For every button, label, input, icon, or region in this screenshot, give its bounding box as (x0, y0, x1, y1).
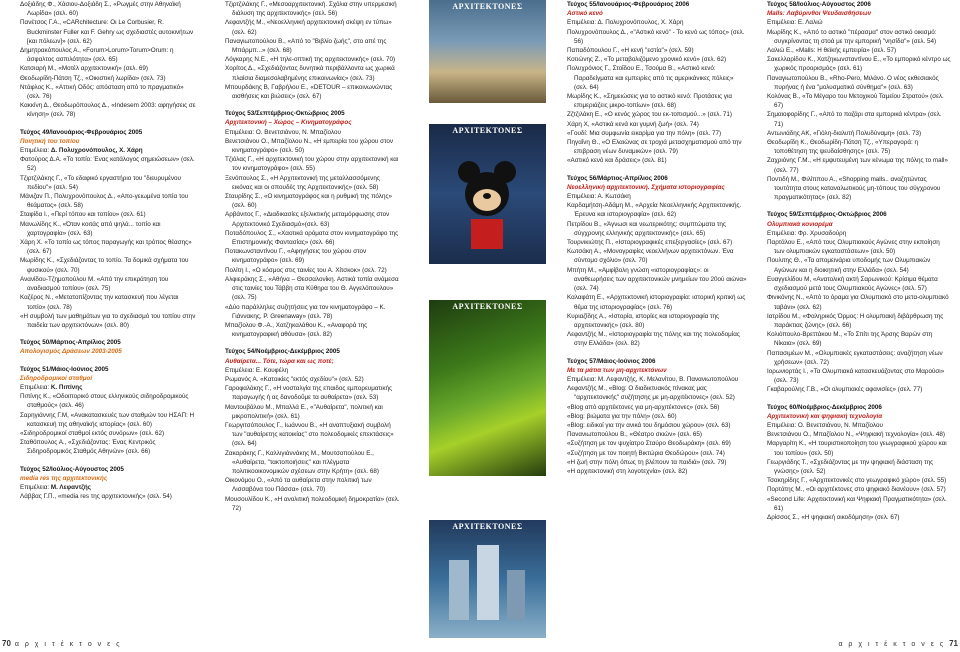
article-list (20, 492, 197, 501)
issue-heading: Τεύχος 57/Μάιος-Ιούνιος 2006 (567, 357, 656, 365)
article-entry: Πολυχρονόπουλος Δ., «"Αστικό κενό" - Το κενό ως τόπος» (σελ. 56) (567, 28, 745, 45)
article-entry: Μαντουβάλου Μ., Μπαλλά Ε., «"Αυθαίρετα", πολιτική και μικροπολιτική» (σελ. 61) (225, 403, 383, 420)
cover-masthead: ΑΡΧΙΤΕΚΤΟΝΕΣ (452, 522, 523, 531)
article-entry: Δρίσσος Σ., «Η ψηφιακή οικοδόμηση» (σελ. 67) (767, 513, 900, 521)
article-entry: «Συζήτηση με τον ψυχίατρο Σταύρο Θεοδωράκη» (σελ. 69) (567, 440, 731, 448)
article-entry: Καλαφάτη Ε., «Αρχιτεκτονική ιστοριογραφία: ιστορική κριτική ως θέμα της ιστοριογραφίας» (σελ. 76) (567, 294, 746, 311)
article-entry: «Blog: ειδικοί για την ανικά του δημόσιου χώρου» (σελ. 63) (567, 421, 731, 429)
article-entry: Κοτιώνης Ζ., «Το μεταβολιζόμενο χρονικό κενό» (σελ. 62) (567, 56, 727, 64)
article-entry: Θεοδωρίδη-Πάτση Τζ., «Οικιστική λωρίδα» (σελ. 73) (20, 74, 166, 82)
article-list (767, 28, 952, 203)
article-entry: Πηγαΐνη Θ., «Ο Ελαιώνας σε τροχιά μετασχηματισμού από την επιβραση νέων δυναμικών» (σελ. 79) (567, 139, 742, 156)
article-list (567, 384, 747, 476)
issue-heading: Τεύχος 58/Ιούλιος-Αύγουστος 2006 (767, 1, 871, 8)
issue-theme: Malls: Λαβύρινθοι Ψευδαισθήσεων (767, 10, 872, 18)
article-entry: «Blog από αρχιτέκτονες για μη-αρχιτέκτονες» (σελ. 56) (567, 403, 720, 411)
article-entry: Λόγκαρης Ν.Ε., «Η τηλε-οπτική της αρχιτεκτονικής» (σελ. 70) (225, 56, 396, 64)
article-entry: Ζζτζιλάκη Ε., «Ο κενός χώρος του εκ-τοπισμού...» (σελ. 71) (567, 111, 733, 119)
article-list (20, 0, 197, 120)
article-entry: Ρωμανός Α. «Κατοικίες "εκτός σχεδίου"» (σελ. 52) (225, 375, 364, 383)
article-entry: «Η συμβολή των μαθημάτων για το σχεδιασμό του τοπίου στην παιδεία των αρχιτεκτόνων» (σελ. 80) (20, 312, 196, 329)
article-entry: Γεωργιτσόπουλος Γ., Ιωάννου Β., «Η αναπτυξιακή συμβολή των "αυθαίρετης κατοικίας" στο πολεοδομικές επεκτάσεις» (σελ. 64) (225, 421, 394, 448)
article-entry: Γεωργιάδης Τ., «Σχεδιάζοντας με την ψηφιακή διάσταση της γνώσης» (σελ. 52) (767, 458, 934, 475)
article-list (225, 0, 400, 101)
article-entry: Παναγιωτοπούλου Β., «Rho-Pero, Μιλάνο. Ο νέος εκθεσιακός πυρήνας ή ένα "μολυσματικό σύνθημα"» (σελ. 63) (767, 74, 939, 91)
article-entry: Γαροφαλάκης Γ., «Η νοσταλγία της επαιδος εμπορευματικής παραγωγής ή ας δανοδοΰμε τα αυθαίρετα» (σελ. 53) (225, 385, 393, 402)
article-entry: Μωρίδης Κ., «Από το αστικό "πέρασμα" στον αστικό οικισμό: συγκρίνοντας τη στοά με την εμπορική "νησίδα"» (σελ. 54) (767, 28, 937, 45)
article-entry: Ντάφλος Κ., «Αττική Οδός: απόσταση από το πραγματικό» (σελ. 76) (20, 83, 184, 101)
article-entry: Σταθόπουλος Α., «Σχεδιάζοντας: Ένας Κεντρικός Σιδηροδρομικός Σταθμός Αθηνών» (σελ. 66) (20, 439, 156, 456)
article-entry: Λάββας Γ.Π., «media res της αρχιτεκτονικής» (σελ. 54) (20, 493, 172, 501)
article-entry: Λεφαντζής Μ., «Blog: Ο διαδικτυακός πίνακας μας "αρχιτεκτονικής" συζήτησης με μη-αρχιτέκτονες» (σελ. 52) (567, 385, 735, 402)
article-entry: «Δύο παράλληλες συζητήσεις για τον κινηματογράφο – Κ. Γιάννακης, P. Greenaway» (σελ. 78) (225, 303, 386, 320)
article-entry: Κυριαζίδης Α., «Ιστορία, ιστορίες και ιστοριογραφία της αρχιτεκτονικής» (σελ. 80) (567, 312, 720, 329)
article-entry: «Σιδηροδρομικοί σταθμοί εκτός συνόρων» (σελ. 62) (20, 429, 165, 437)
article-entry: Μανωλίδης Κ., «Όταν κοιτάς από ψηλά... τοπίο και χαρτογραφία» (σελ. 63) (20, 220, 161, 237)
issue-theme: Αυθαίρετα... Τότε, τώρα και ως ποτέ; (225, 357, 334, 365)
issue-editor: Επιμέλεια: Μ. Λεφαντζής (20, 483, 91, 491)
issue-heading: Τεύχος 54/Νοέμβριος-Δεκέμβριος 2005 (225, 348, 340, 356)
article-entry: «Second Life: Αρχιτεκτονική και Ψηφιακή Πραγματικότητα» (σελ. 61) (767, 495, 947, 512)
article-entry: Ιατρίδου Μ., «Φαληρικός Όρμος: Η ολυμπιακή διβάρθρωση της παράκτιας ζώνης» (σελ. 66) (767, 312, 944, 329)
article-entry: Ξενόπουλος Σ., «Η Αρχιτεκτονική της μεταλλασσόμενης εικόνας και οι σπουδές της Αρχιτεκτονικής» (σελ. 58) (225, 174, 380, 191)
article-list (225, 375, 400, 513)
article-entry: Παπασιμέων Μ., «Ολυμπιακές εγκαταστάσεις: αναζήτηση νέων χρήσεων» (σελ. 72) (767, 349, 943, 366)
issue-heading: Τεύχος 56/Μάρτιος-Απρίλιος 2006 (567, 174, 668, 182)
article-entry: Σταυρίδης Σ., «Ο κινηματογράφος και η ρυθμική της πόλης» (σελ. 60) (225, 193, 392, 210)
article-entry: Πολίτη Ι., «Ο κόσμος στις ταινίες του Α. Χίτσκοκ» (σελ. 72) (225, 266, 387, 274)
issue-theme: media res της αρχιτεκτονικής (20, 474, 108, 482)
article-entry: Σαρηγιάννης Γ.Μ, «Ανακατασκευές των σταθμών του ΗΣΑΠ: Η κατασκευή της αθηναϊκής ιστορίας» (σελ. 60) (20, 411, 195, 428)
page-number: 71 (949, 638, 958, 648)
article-entry: Μπαζίολου Φ.-Α., Χατζηκαλάθου Κ., «Αναφορά της κινηματογραφική αθόυσα» (σελ. 82) (225, 321, 368, 339)
article-entry: Λεφαντζής Μ., «Ιστοριογραφία της πόλης και της πολεοδομίας στην Ελλάδα» (σελ. 82) (567, 331, 740, 348)
article-entry: Δοξιάδης Φ., Χάσιου-Δοξιάδη Σ., «Ρωγμές στην Αθηναϊκή Λωρίδα» (σελ. 60) (20, 1, 181, 18)
article-entry: Τζιρτζιλάκης Γ., «Το εδαφικό εργαστήριο του "διευρυμένου πεδίου"» (σελ. 54) (20, 174, 182, 191)
issue-heading: Τεύχος 60/Νοέμβριος-Δεκέμβριος 2006 (767, 403, 882, 411)
article-entry: Χάρη Χ, «Αστικά κενά και γυμνή ζωή» (σελ. 74) (567, 120, 699, 128)
article-list (567, 201, 747, 348)
magazine-name: α ρ χ ι τ έ κ τ ο ν ε ς (14, 640, 122, 648)
issue-heading: Τεύχος 53/Σεπτέμβριος-Οκτώβριος 2005 (225, 110, 345, 118)
article-entry: Καζέρος Ν., «Μετατοπίζοντας την κατασκευή που λέγεται τοπίο» (σελ. 78) (20, 294, 179, 311)
issue-theme: Απολογισμός Δράσεων 2003-2005 (20, 348, 122, 356)
article-entry: Κακκίνη Δ., Θεοδωρόπουλος Δ., «Indesem 2003: αφηγήσεις σε κίνηση» (σελ. 78) (20, 102, 196, 119)
article-entry: Ευαγγελίδου Μ, «Ανατολική ακτή Σαρωνικού: Κρίσιμα θέματα σχεδιασμού μετά τους Ολυμπιακούς Αγώνες» (σελ. 57) (767, 275, 938, 293)
issue-theme: Αρχιτεκτονική και ψηφιακή τεχνολογία (767, 412, 883, 420)
article-entry: Ποντιδή Μ., Φιλίππου Α., «Shopping malls.. αναζητώντας τουτότητα στους καταναλωτικούς μη-τόπους του σύγχρονου πραγματικότητας» (σελ. 82) (767, 175, 941, 202)
article-entry: Πετρίδου Β., «Άγνωσι και νεωτερικότης: συμπτώματα της σύγχρονης ελληνικής αρχιτεκτονικής» (σελ. 65) (567, 220, 726, 237)
article-entry: Δημητρακόπουλος Α., «Forum>Lorum>Torum>Orum: η άσφαλτος ασπιλότητα» (σελ. 65) (20, 47, 174, 64)
article-entry: Πολυχρόνιος Γ., Στοΐδου Ε., Τσούμα Β., «Αστικό κενό: Παραδείγματα και εμπειρίες από τις αμερικάνικες πόλεις» (σελ. 64) (567, 65, 734, 91)
article-entry: Πανανιωτοπούλου Β., «Θέατρο σκιών» (σελ. 65) (567, 431, 703, 439)
article-entry: «Η αρχιτεκτονική στη λογοτεχνία» (σελ. 82) (567, 467, 688, 475)
article-entry: Παρτάλου Ε., «Από τους Ολυμπιακούς Αγώνες στην εκποίηση των ολυμπιακών εγκαταστάσεων» (σελ. 50) (767, 239, 940, 256)
article-entry: Ζαχριόνης Γ.Μ., «Η εμφυτευμένη των κένωμα της πόλης το mall» (σελ. 77) (767, 157, 948, 174)
article-entry: Φινικόνης Ν., «Από το όραμα για Ολυμπιακό στο μετα-ολυμπιακό ταβάνι» (σελ. 62) (767, 294, 949, 311)
issue-editor: Επιμέλεια: Μ. Λεφαντζής, Κ. Μελανίτου, Β. Πανανιωτοπούλου (567, 375, 739, 383)
issue-theme: Αρχιτεκτονική – Χώρος – Κινηματογράφος (225, 119, 352, 127)
article-entry: Μπουρδάκης Β, Γαβρήλου Ε., «DETOUR – επικοινωνώντας αισθήσεις και βιώσεις» (σελ. 67) (225, 83, 393, 101)
issue-editor: Επιμέλεια: Δ. Πολυχρονόπουλος, Χ. Χάρη (20, 147, 143, 155)
issue-editor: Επιμέλεια: Α. Κωτσάκη (567, 193, 631, 201)
article-entry: Μωρίδης Κ., «Σημειώσεις για το αστικό κενό: Προτάσεις για επιμεριάζεις μικρο-τοπίων» (σελ. 68) (567, 93, 732, 110)
article-list (20, 155, 197, 330)
article-entry: Χορίτος Δ., «Σχεδιάζοντας δυνητικά περιβάλλοντα ως χωρικά πλαίσια διαμεσολαβημένης επικοινωνίας» (σελ. 73) (225, 65, 395, 82)
cover-masthead: ΑΡΧΙΤΕΚΤΟΝΕΣ (452, 2, 523, 11)
article-entry: Σημαιοφορίδης Γ., «Από το παζάρι στα εμπορικά κέντρα» (σελ. 71) (767, 111, 942, 128)
issue-editor: Επιμέλεια: Ε. Κουφέλη (225, 366, 289, 374)
issue-theme: Αστικό κενό (567, 10, 603, 18)
magazine-cover-image (429, 520, 546, 638)
article-list (767, 430, 952, 522)
article-entry: Μάνιζαν Π., Πολυχρονόπουλος Δ., «Απο-γειωμένα τοπία του θεάματος» (σελ. 58) (20, 193, 189, 210)
issue-editor: Επιμέλεια: Κ. Πιπίνης (20, 383, 83, 391)
issue-editor: Επιμέλεια: Δ. Πολυχρονόπουλος, Χ. Χάρη (567, 19, 684, 27)
cover-masthead: ΑΡΧΙΤΕΚΤΟΝΕΣ (452, 302, 523, 311)
article-entry: Μαργαρίτη Κ., «Η τουριστικοποίηση του γεωγραφικού χώρου και του τοπίου» (σελ. 50) (767, 440, 947, 457)
article-entry: Αρβάνιτος Γ., «Διαδικασίες εξελικτικής μεταμόρφωσης στον Αρχιτεκτονικό Σχεδιασμό»(σελ. 63) (225, 211, 390, 228)
article-entry: Βενετσιάνου Ο., Μπαζίολου Ν., «Η εμπειρία του χώρου στον κινηματογράφο» (σελ. 50) (225, 137, 394, 155)
article-entry: Γκαβαρούλης Γ.Β., «Οι ολυμπιακές αφανισίες» (σελ. 77) (767, 386, 923, 394)
article-entry: Πουλιτης Θ., «Τα απομεινάρια υποδομής των Ολυμπιακών Αγώνων και η διοικητική στην Ελλάδα» (σελ. 54) (767, 257, 931, 274)
issue-editor: Επιμέλεια: Φρ. Χρυσαδούρη (767, 229, 847, 237)
article-entry: Ανανίδου-Τζημοπούλου Μ. «Από την επικράτηση του αναδιασμού τοπίου» (σελ. 75) (20, 275, 169, 293)
toc-column-2 (225, 0, 400, 513)
toc-column-4 (767, 0, 952, 522)
article-entry: Τουρνικιώτης Π., «Ιστοριογραφικές επεξεργασίες» (σελ. 67) (567, 239, 733, 247)
issue-heading: Τεύχος 49/Ιανουάριος-Φεβρουάριος 2005 (20, 128, 143, 136)
article-entry: Παναγιωτοπούλου Β., «Από το "Βιβλίο ζωής", στο απέ της Μπάρμπ...» (σελ. 68) (225, 37, 387, 55)
article-entry: Μπήτη Μ., «Αμφίβολη γνώση «ιστοριογραφίας»: οι αναθεωρήσεις των αρχιτεκτονικών μνημείων του 20ού αιώνα» (σελ. 74) (567, 266, 747, 293)
magazine-cover-image (429, 300, 546, 476)
article-entry: Ζακαράκης Γ., Καλλιγιάννάκης Μ., Μουτσοπούλου Ε., «Αυθαίρετα, "τακτοποιήσεις" και πλέγματα πολιτικοοικονομικών σχέσεων στην Κρήτη» (σελ. 68) (225, 449, 380, 475)
article-entry: Τζιρτζιλάκης Γ., «Μεσοαρχιτεκτονική. Σχόλια στην υπερμεσική διάλυση της αρχιτεκτονικής» (σελ. 56) (225, 1, 397, 18)
issue-heading: Τεύχος 51/Μάιος-Ιούνιος 2005 (20, 365, 109, 373)
article-entry: Αλφιεράκης Σ., «Αθήνα – Θεσσαλονίκη. Αστικά τοπία ανάμεσα στις ταινίες του Τάββη στα Κύθηρα του Θ. Αγγελόπουλου» (σελ. 75) (225, 275, 399, 302)
page-footer-left (2, 639, 122, 649)
toc-column-3 (567, 0, 747, 476)
issue-theme: Με τα μάτια των μη-αρχιτεκτόνων (567, 366, 667, 374)
issue-theme: Ποιητική του τοπίου (20, 137, 80, 145)
cover-artwork (429, 124, 546, 264)
issue-heading: Τεύχος 59/Σεπτέμβριος-Οκτώβριος 2006 (767, 211, 887, 219)
article-entry: Πιπίνης Κ., «Οδοιπορικό στους ελληνικούς σιδηροδρομικούς σταθμούς» (σελ. 46) (20, 393, 189, 410)
article-entry: «Γουδί: Μια συμφωνία εικαρίμα για την πόλη» (σελ. 77) (567, 129, 722, 137)
page-footer-right (838, 639, 958, 649)
article-entry: Κατσιαρή Μ., «Μοτέλ αρχιτεκτονική» (σελ. 69) (20, 65, 149, 73)
article-entry: «Blog: βιώματα για την πόλη» (σελ. 60) (567, 412, 677, 420)
article-entry: Κολιόπουλο-Βρεττάκου Μ., «Το Σπίτι της Άρσης Βαρών στη Νίκαια» (σελ. 69) (767, 331, 933, 348)
article-entry: «Αστικό κενό και δράσεις» (σελ. 81) (567, 157, 667, 165)
article-list (767, 238, 952, 394)
article-entry: Σταφίδα Ι., «Περί τόπου και τοπίου» (σελ. 61) (20, 211, 146, 219)
article-entry: Ιορωνιορτάς Ι., «Τα Ολυμπιακά κατασκευάζοντας στο Μαρούσι» (σελ. 73) (767, 367, 945, 385)
article-entry: Τζιόλας Γ., «Η αρχιτεκτονική του χώρου στην αρχιτεκτονική και τον κινηματογράφο» (σελ. 55) (225, 156, 399, 173)
article-entry: Σακελλαρίδου Κ., Χατζηκωνσταντίνου Ε., «Το εμπορικό κέντρο ως χωρικός προορισμός» (σελ. 61) (767, 56, 951, 73)
article-entry: Θεοδωρίδη Κ., Θεοδωρίδη-Πάτση Τζ., «Υπεραγορά: η τοποθέτηση της ψευδαίσθησης» (σελ. 75) (767, 139, 918, 156)
issue-editor: Επιμέλεια: Ο. Βενετσιάνου, Ν. Μπαζίολου (767, 421, 883, 429)
issue-heading: Τεύχος 50/Μάρτιος-Απρίλιος 2005 (20, 339, 121, 347)
article-entry: Λαλιώ Ε., «Malls: Η θεϊκής εμπειρία» (σελ. 57) (767, 47, 897, 55)
cover-masthead: ΑΡΧΙΤΕΚΤΟΝΕΣ (452, 126, 523, 135)
article-entry: Ποταδόπουλος Σ., «Χαοτικά ορόματα στον κινηματογράφο της Επιστημονικής Φαντασίας» (σελ. 66) (225, 229, 399, 247)
issue-editor: Επιμέλεια: Ε. Λαλιώ (767, 19, 823, 27)
article-list (567, 28, 747, 166)
article-entry: Τσακηρίδης Γ., «Αρχιτεκτονικές στο γεωγραφικό χώρο» (σελ. 55) (767, 477, 947, 485)
article-entry: Ποτακωνσταντίνου Γ., «Αφηγήσεις του χώρου στον κινηματογράφο» (σελ. 69) (225, 248, 367, 265)
article-entry: Φατούρος Δ.Α. «Το τοπίο: Ένας κατάλογος σημειώσεων» (σελ. 52) (20, 156, 195, 173)
article-entry: Οικονόμου Ο., «Από τα αυθαίρετα στην πολιτική των Λισσαβόνα του Πάσσα» (σελ. 70) (225, 477, 372, 494)
toc-column-1 (20, 0, 197, 501)
issue-theme: Νεοελληνική αρχιτεκτονική. Σχήματα ιστοριογραφίας (567, 183, 725, 191)
article-entry: Πορτάτης Μ., «Οι αρχιτέκτονες στο ψηφιακό διανέουν» (σελ. 57) (767, 486, 946, 494)
issue-heading: Τεύχος 52/Ιούλιος-Αύγουστος 2005 (20, 465, 124, 473)
article-entry: Λεφαντζής Μ., «Νεοελληνική αρχιτεκτονική σκέψη εν τύπω» (σελ. 62) (225, 19, 392, 36)
article-entry: Μουσουλίδου Κ., «Η ανολιτική πολεοδομική δημοκρατία» (σελ. 72) (225, 495, 400, 512)
article-entry: Πανέτσος Γ.Α., «CARchitecture: Οι Le Corbusier, R. Buckminster Fuller και F. Gehry ως σχεδιαστές αυτοκινήτων [και πόλεων]» (σελ. 62) (20, 19, 194, 45)
article-entry: Μωρίδης Κ., «Σχεδιάζοντας το τοπίο. Τα δομικά σχήματα του φυσικού» (σελ. 70) (20, 257, 189, 274)
article-entry: Κωτσάκη Α., «Μονογραφίες νεοελλήνων αρχιτεκτόνων. Ένα σύντομο σχόλιο» (σελ. 70) (567, 248, 734, 265)
article-entry: Αντωνιάδης ΑΚ, «Γιόλη-διαλυτή Πολυδύναμη» (σελ. 73) (767, 129, 922, 137)
page-number: 70 (2, 638, 11, 648)
article-entry: Βενετσιάνου Ο., Μπαζίολου Ν., «Ψηφιακή τεχνολογία» (σελ. 48) (767, 431, 945, 439)
article-entry: Χάρη Χ. «Το τοπίο ως τόπος παραγωγής και τρόπος θέασης» (σελ. 67) (20, 239, 192, 256)
article-entry: Κολόνας Β., «Το Μέγαρο του Μετοχικού Ταμείου Στρατού» (σελ. 67) (767, 93, 944, 110)
article-entry: «Η ζωή στην πόλη όπως τη βλέπουν τα παιδιά» (σελ. 79) (567, 458, 727, 466)
article-list (225, 137, 400, 339)
magazine-name: α ρ χ ι τ έ κ τ ο ν ε ς (838, 640, 946, 648)
cover-artwork (429, 520, 546, 638)
magazine-cover-image (429, 124, 546, 264)
article-entry: Καρδαμήτση-Αδάμη Μ., «Αρχεία Νεοελληνικής Αρχιτεκτονικής. Έρευνα και ιστοριογραφία» (σελ. 62) (567, 202, 742, 219)
article-entry: Παπαδόπουλου Γ., «Η κενή "εστία"» (σελ. 59) (567, 47, 694, 55)
article-list (20, 392, 197, 456)
issue-theme: Σιδηροδρομικοί σταθμοί (20, 374, 93, 382)
magazine-cover-image (429, 0, 546, 103)
issue-heading: Τεύχος 55/Ιανουάριος-Φεβρουάριος 2006 (567, 1, 690, 8)
article-entry: «Συζήτηση με τον ποιητή Βικτώρια Θεοδώρου» (σελ. 74) (567, 449, 725, 457)
issue-theme: Ολυμπιακά κονιορέμα (767, 220, 833, 228)
issue-editor: Επιμέλεια: Ο. Βενετσιάνου, Ν. Μπαζίολου (225, 128, 341, 136)
